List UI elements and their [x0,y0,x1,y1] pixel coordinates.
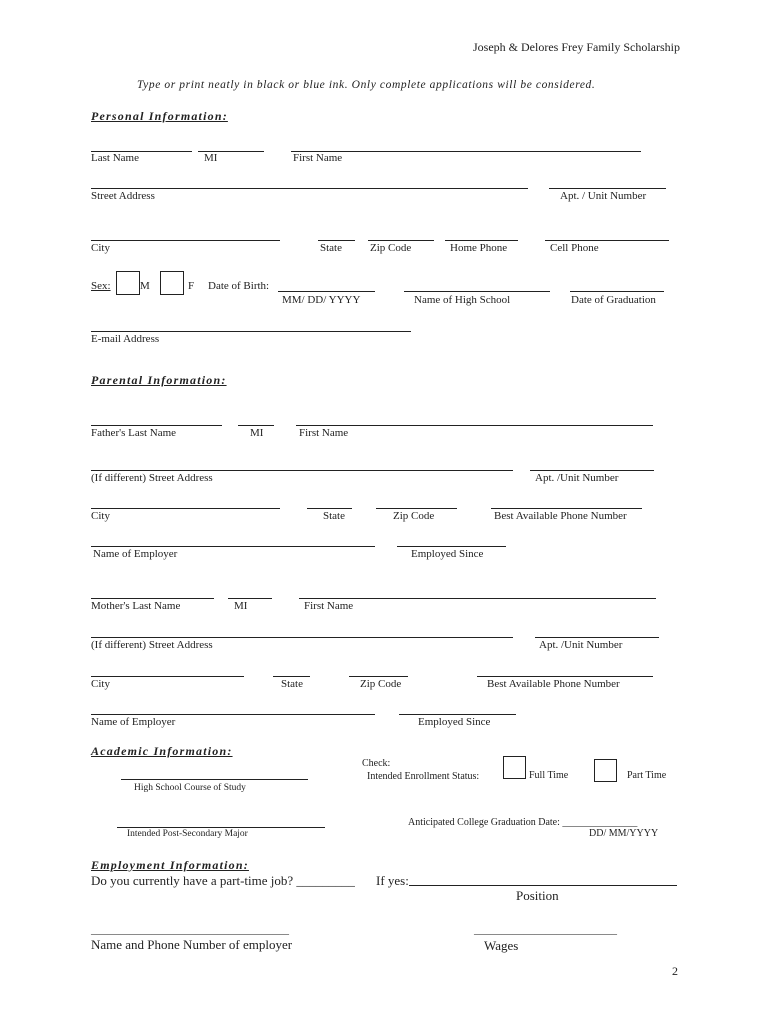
first-name-field[interactable] [291,151,641,152]
mother-zip-field[interactable] [349,676,408,677]
mother-city-field[interactable] [91,676,244,677]
employment-info-heading: Employment Information: [91,858,249,872]
enrollment-label: Intended Enrollment Status: [367,771,480,782]
scholarship-title: Joseph & Delores Frey Family Scholarship [473,40,680,54]
zip-label: Zip Code [370,242,412,254]
employer-field[interactable]: ____________________________________ [91,924,289,936]
apt-field[interactable] [549,188,666,189]
mother-mi-label: MI [234,600,248,612]
apt-label: Apt. / Unit Number [560,190,647,202]
mother-employer-label: Name of Employer [91,716,176,728]
full-time-label: Full Time [529,770,569,781]
father-mi-label: MI [250,427,264,439]
father-street-label: (If different) Street Address [91,472,213,484]
mother-street-field[interactable] [91,637,513,638]
mother-state-label: State [281,678,303,690]
major-field[interactable] [117,827,325,828]
part-time-label: Part Time [627,770,667,781]
father-first-name-label: First Name [299,427,349,439]
mother-first-name-field[interactable] [299,598,656,599]
mother-phone-label: Best Available Phone Number [487,678,620,690]
grad-date-label: Date of Graduation [571,294,656,306]
mother-last-name-label: Mother's Last Name [91,600,181,612]
last-name-label: Last Name [91,152,139,164]
sex-label: Sex: [91,280,111,292]
mother-employer-field[interactable] [91,714,375,715]
mother-apt-field[interactable] [535,637,659,638]
mother-last-name-field[interactable] [91,598,214,599]
first-name-label: First Name [293,152,343,164]
father-apt-field[interactable] [530,470,654,471]
wages-field[interactable]: __________________________ [474,924,617,936]
state-field[interactable] [318,240,355,241]
home-phone-label: Home Phone [450,242,508,254]
mother-street-label: (If different) Street Address [91,639,213,651]
page-number: 2 [672,964,678,978]
major-label: Intended Post-Secondary Major [127,829,248,839]
date-format-label: DD/ MM/YYYY [589,828,659,839]
father-state-label: State [323,510,345,522]
full-time-checkbox[interactable] [503,756,526,779]
check-label: Check: [362,758,391,769]
state-label: State [320,242,342,254]
mother-phone-field[interactable] [477,676,653,677]
mother-employed-since-field[interactable] [399,714,516,715]
mother-mi-field[interactable] [228,598,272,599]
course-of-study-field[interactable] [121,779,308,780]
anticipated-grad-label: Anticipated College Graduation Date: _______________ [408,817,638,828]
male-label: M [140,280,150,292]
part-time-job-question: Do you currently have a part-time job? _________ [91,873,355,888]
father-phone-label: Best Available Phone Number [494,510,627,522]
female-checkbox[interactable] [160,271,184,295]
mother-first-name-label: First Name [304,600,354,612]
father-employed-since-label: Employed Since [411,548,484,560]
father-last-name-label: Father's Last Name [91,427,177,439]
email-field[interactable] [91,331,411,332]
dob-field[interactable] [278,291,375,292]
cell-phone-label: Cell Phone [550,242,599,254]
mother-city-label: City [91,678,110,690]
father-phone-field[interactable] [491,508,642,509]
parental-info-heading: Parental Information: [91,373,227,387]
mother-zip-label: Zip Code [360,678,402,690]
course-of-study-label: High School Course of Study [134,783,246,793]
city-field[interactable] [91,240,280,241]
father-last-name-field[interactable] [91,425,222,426]
father-apt-label: Apt. /Unit Number [535,472,619,484]
mi-label: MI [204,152,218,164]
part-time-checkbox[interactable] [594,759,617,782]
high-school-label: Name of High School [414,294,511,306]
grad-date-field[interactable] [570,291,664,292]
father-first-name-field[interactable] [296,425,653,426]
mother-apt-label: Apt. /Unit Number [539,639,623,651]
cell-phone-field[interactable] [545,240,669,241]
mother-employed-since-label: Employed Since [418,716,491,728]
male-checkbox[interactable] [116,271,140,295]
instructions: Type or print neatly in black or blue ink. Only complete applications will be considered. [137,79,596,91]
employer-label: Name and Phone Number of employer [91,937,293,952]
email-label: E-mail Address [91,333,160,345]
home-phone-field[interactable] [445,240,518,241]
city-label: City [91,242,110,254]
father-employer-field[interactable] [91,546,375,547]
wages-label: Wages [484,938,519,953]
personal-info-heading: Personal Information: [91,109,228,123]
father-city-field[interactable] [91,508,280,509]
mother-state-field[interactable] [273,676,310,677]
zip-field[interactable] [368,240,434,241]
high-school-field[interactable] [404,291,550,292]
father-street-field[interactable] [91,470,513,471]
father-state-field[interactable] [307,508,352,509]
position-label: Position [516,888,559,903]
dob-label: Date of Birth: [208,280,270,292]
position-field[interactable] [409,885,677,886]
father-employer-label: Name of Employer [93,548,178,560]
street-address-field[interactable] [91,188,528,189]
father-employed-since-field[interactable] [397,546,506,547]
father-mi-field[interactable] [238,425,274,426]
dob-format-label: MM/ DD/ YYYY [282,294,361,306]
female-label: F [188,280,195,292]
academic-info-heading: Academic Information: [91,744,233,758]
father-zip-label: Zip Code [393,510,435,522]
if-yes-label: If yes: [376,873,409,888]
father-city-label: City [91,510,110,522]
father-zip-field[interactable] [376,508,457,509]
street-address-label: Street Address [91,190,155,202]
